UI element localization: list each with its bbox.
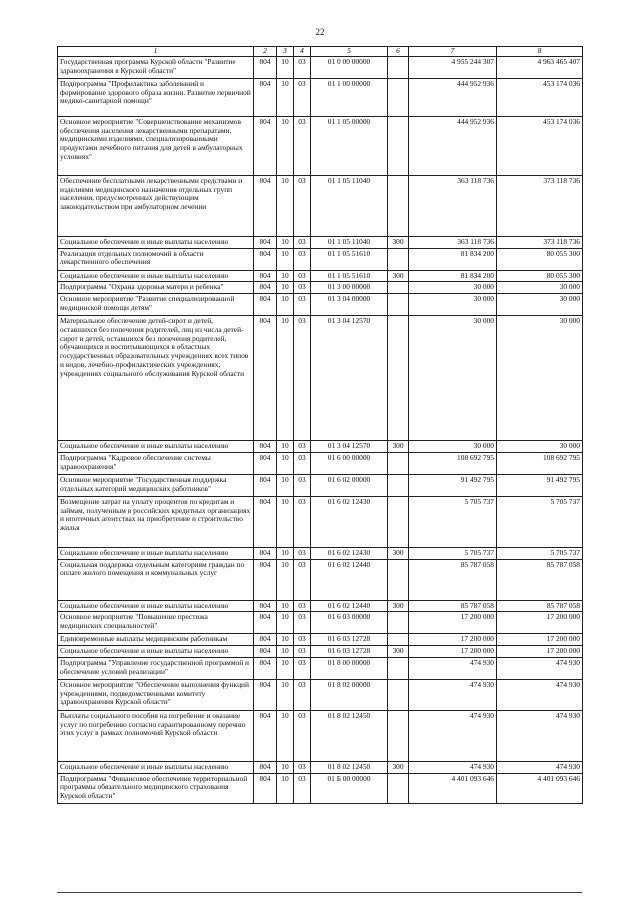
table-row <box>58 474 583 496</box>
amount-year-2: 85 787 058 <box>497 559 583 600</box>
subsection-code: 03 <box>294 57 311 79</box>
column-number: 2 <box>254 47 277 57</box>
amount-year-2: 17 200 000 <box>497 646 583 658</box>
amount-year-2: 4 401 093 646 <box>497 773 583 803</box>
ministry-code: 804 <box>254 474 277 496</box>
expense-type-code <box>388 79 409 117</box>
expense-type-code <box>388 657 409 679</box>
amount-year-1: 4 955 244 307 <box>409 57 497 79</box>
target-article-code: 01 1 05 11040 <box>311 176 388 237</box>
row-name: Основное мероприятие "Государственная поддержка отдельных категорий медицинских работников" <box>58 474 254 496</box>
ministry-code: 804 <box>254 282 277 294</box>
amount-year-2: 85 787 058 <box>497 600 583 612</box>
row-name: Основное мероприятие "Обеспечение выполнения функций учреждениями, подведомственными комитету здравоохранения Курской области" <box>58 679 254 710</box>
column-number: 7 <box>409 47 497 57</box>
section-code: 10 <box>277 600 294 612</box>
amount-year-1: 85 787 058 <box>409 559 497 600</box>
ministry-code: 804 <box>254 176 277 237</box>
amount-year-2: 373 118 736 <box>497 237 583 249</box>
amount-year-1: 30 000 <box>409 441 497 453</box>
table-row <box>58 710 583 761</box>
amount-year-1: 17 200 000 <box>409 612 497 634</box>
expense-type-code: 300 <box>388 646 409 658</box>
section-code: 10 <box>277 294 294 316</box>
amount-year-2: 80 055 300 <box>497 248 583 270</box>
expense-type-code <box>388 710 409 761</box>
ministry-code: 804 <box>254 761 277 773</box>
subsection-code: 03 <box>294 657 311 679</box>
subsection-code: 03 <box>294 117 311 176</box>
subsection-code: 03 <box>294 316 311 441</box>
target-article-code: 01 3 00 00000 <box>311 282 388 294</box>
row-name: Подпрограмма "Управление государственной программой и обеспечение условий реализации" <box>58 657 254 679</box>
subsection-code: 03 <box>294 773 311 803</box>
table-row <box>58 441 583 453</box>
target-article-code: 01 8 02 00000 <box>311 679 388 710</box>
amount-year-2: 30 000 <box>497 294 583 316</box>
ministry-code: 804 <box>254 57 277 79</box>
amount-year-2: 474 930 <box>497 710 583 761</box>
table-row <box>58 57 583 79</box>
table-row <box>58 316 583 441</box>
expense-type-code <box>388 316 409 441</box>
table-row <box>58 294 583 316</box>
section-code: 10 <box>277 634 294 646</box>
amount-year-2: 17 200 000 <box>497 612 583 634</box>
ministry-code: 804 <box>254 452 277 474</box>
section-code: 10 <box>277 646 294 658</box>
target-article-code: 01 8 02 12450 <box>311 761 388 773</box>
expense-type-code <box>388 559 409 600</box>
table-row <box>58 248 583 270</box>
expense-type-code: 300 <box>388 547 409 559</box>
target-article-code: 01 6 02 12440 <box>311 600 388 612</box>
target-article-code: 01 3 04 12570 <box>311 441 388 453</box>
section-code: 10 <box>277 710 294 761</box>
ministry-code: 804 <box>254 657 277 679</box>
section-code: 10 <box>277 452 294 474</box>
amount-year-1: 5 705 737 <box>409 547 497 559</box>
table-row <box>58 270 583 282</box>
section-code: 10 <box>277 270 294 282</box>
expense-type-code: 300 <box>388 441 409 453</box>
amount-year-1: 4 401 093 646 <box>409 773 497 803</box>
row-name: Социальная поддержка отдельным категориям граждан по оплате жилого помещения и коммунальных услуг <box>58 559 254 600</box>
target-article-code: 01 6 02 12430 <box>311 547 388 559</box>
target-article-code: 01 1 05 51610 <box>311 270 388 282</box>
amount-year-2: 91 492 795 <box>497 474 583 496</box>
row-name: Социальное обеспечение и иные выплаты населению <box>58 600 254 612</box>
section-code: 10 <box>277 248 294 270</box>
section-code: 10 <box>277 57 294 79</box>
amount-year-1: 363 118 736 <box>409 237 497 249</box>
amount-year-2: 474 930 <box>497 657 583 679</box>
expense-type-code <box>388 452 409 474</box>
expense-type-code <box>388 57 409 79</box>
ministry-code: 804 <box>254 316 277 441</box>
section-code: 10 <box>277 282 294 294</box>
amount-year-2: 474 930 <box>497 679 583 710</box>
ministry-code: 804 <box>254 679 277 710</box>
subsection-code: 03 <box>294 441 311 453</box>
row-name: Единовременные выплаты медицинским работникам <box>58 634 254 646</box>
amount-year-2: 4 963 465 407 <box>497 57 583 79</box>
subsection-code: 03 <box>294 600 311 612</box>
amount-year-1: 30 000 <box>409 282 497 294</box>
ministry-code: 804 <box>254 600 277 612</box>
column-number: 5 <box>311 47 388 57</box>
row-name: Государственная программа Курской области "Развитие здравоохранения в Курской области" <box>58 57 254 79</box>
target-article-code: 01 8 00 00000 <box>311 657 388 679</box>
amount-year-2: 108 692 795 <box>497 452 583 474</box>
ministry-code: 804 <box>254 294 277 316</box>
row-name: Основное мероприятие "Развитие специализированной медицинской помощи детям" <box>58 294 254 316</box>
table-row <box>58 79 583 117</box>
ministry-code: 804 <box>254 237 277 249</box>
target-article-code: 01 1 05 51610 <box>311 248 388 270</box>
row-name: Социальное обеспечение и иные выплаты населению <box>58 270 254 282</box>
section-code: 10 <box>277 657 294 679</box>
ministry-code: 804 <box>254 773 277 803</box>
amount-year-1: 474 930 <box>409 657 497 679</box>
expense-type-code: 300 <box>388 270 409 282</box>
table-row <box>58 496 583 547</box>
amount-year-2: 373 118 736 <box>497 176 583 237</box>
ministry-code: 804 <box>254 547 277 559</box>
table-row <box>58 657 583 679</box>
budget-table <box>57 46 583 804</box>
target-article-code: 01 1 05 00000 <box>311 117 388 176</box>
table-row <box>58 452 583 474</box>
row-name: Социальное обеспечение и иные выплаты населению <box>58 237 254 249</box>
ministry-code: 804 <box>254 117 277 176</box>
section-code: 10 <box>277 237 294 249</box>
target-article-code: 01 1 05 11040 <box>311 237 388 249</box>
amount-year-1: 108 692 795 <box>409 452 497 474</box>
section-code: 10 <box>277 117 294 176</box>
subsection-code: 03 <box>294 710 311 761</box>
amount-year-2: 474 930 <box>497 761 583 773</box>
subsection-code: 03 <box>294 248 311 270</box>
amount-year-2: 453 174 036 <box>497 79 583 117</box>
row-name: Социальное обеспечение и иные выплаты населению <box>58 547 254 559</box>
amount-year-2: 30 000 <box>497 282 583 294</box>
expense-type-code <box>388 282 409 294</box>
expense-type-code <box>388 634 409 646</box>
ministry-code: 804 <box>254 612 277 634</box>
table-row <box>58 612 583 634</box>
amount-year-2: 453 174 036 <box>497 117 583 176</box>
row-name: Обеспечение бесплатными лекарственными средствами и изделиями медицинского назначения отдельных групп населения, предусмотренных действующим законодательством при амбулаторном лечении <box>58 176 254 237</box>
subsection-code: 03 <box>294 496 311 547</box>
table-row <box>58 600 583 612</box>
ministry-code: 804 <box>254 441 277 453</box>
expense-type-code: 300 <box>388 761 409 773</box>
table-row <box>58 282 583 294</box>
amount-year-2: 5 705 737 <box>497 496 583 547</box>
ministry-code: 804 <box>254 646 277 658</box>
amount-year-1: 17 200 000 <box>409 646 497 658</box>
section-code: 10 <box>277 316 294 441</box>
section-code: 10 <box>277 773 294 803</box>
amount-year-2: 80 055 300 <box>497 270 583 282</box>
section-code: 10 <box>277 679 294 710</box>
row-name: Основное мероприятие "Повышение престижа медицинских специальностей" <box>58 612 254 634</box>
bottom-rule <box>57 892 582 893</box>
table-row <box>58 559 583 600</box>
subsection-code: 03 <box>294 294 311 316</box>
row-name: Социальное обеспечение и иные выплаты населению <box>58 646 254 658</box>
amount-year-1: 30 000 <box>409 316 497 441</box>
row-name: Реализация отдельных полномочий в области лекарственного обеспечения <box>58 248 254 270</box>
subsection-code: 03 <box>294 634 311 646</box>
subsection-code: 03 <box>294 474 311 496</box>
ministry-code: 804 <box>254 79 277 117</box>
table-row <box>58 117 583 176</box>
section-code: 10 <box>277 559 294 600</box>
target-article-code: 01 8 02 12450 <box>311 710 388 761</box>
expense-type-code <box>388 612 409 634</box>
subsection-code: 03 <box>294 547 311 559</box>
ministry-code: 804 <box>254 559 277 600</box>
target-article-code: 01 6 02 12440 <box>311 559 388 600</box>
amount-year-1: 474 930 <box>409 761 497 773</box>
row-name: Подпрограмма "Профилактика заболеваний и формирование здорового образа жизни. Развитие первичной медико-санитарной помощи" <box>58 79 254 117</box>
section-code: 10 <box>277 547 294 559</box>
column-number: 8 <box>497 47 583 57</box>
target-article-code: 01 3 04 12570 <box>311 316 388 441</box>
amount-year-1: 81 834 200 <box>409 270 497 282</box>
table-header-row <box>58 47 583 57</box>
table-row <box>58 634 583 646</box>
amount-year-1: 5 705 737 <box>409 496 497 547</box>
row-name: Социальное обеспечение и иные выплаты населению <box>58 761 254 773</box>
subsection-code: 03 <box>294 282 311 294</box>
target-article-code: 01 Б 00 00000 <box>311 773 388 803</box>
expense-type-code <box>388 773 409 803</box>
table-row <box>58 547 583 559</box>
expense-type-code: 300 <box>388 600 409 612</box>
section-code: 10 <box>277 176 294 237</box>
amount-year-2: 17 200 000 <box>497 634 583 646</box>
amount-year-1: 81 834 200 <box>409 248 497 270</box>
row-name: Подпрограмма "Кадровое обеспечение системы здравоохранения" <box>58 452 254 474</box>
expense-type-code <box>388 294 409 316</box>
expense-type-code <box>388 248 409 270</box>
target-article-code: 01 0 00 00000 <box>311 57 388 79</box>
expense-type-code <box>388 474 409 496</box>
subsection-code: 03 <box>294 646 311 658</box>
amount-year-2: 30 000 <box>497 316 583 441</box>
subsection-code: 03 <box>294 270 311 282</box>
table-row <box>58 646 583 658</box>
amount-year-1: 30 000 <box>409 294 497 316</box>
table-row <box>58 761 583 773</box>
table-row <box>58 237 583 249</box>
subsection-code: 03 <box>294 559 311 600</box>
column-number: 4 <box>294 47 311 57</box>
ministry-code: 804 <box>254 710 277 761</box>
ministry-code: 804 <box>254 496 277 547</box>
amount-year-1: 17 200 000 <box>409 634 497 646</box>
section-code: 10 <box>277 496 294 547</box>
subsection-code: 03 <box>294 679 311 710</box>
target-article-code: 01 3 04 00000 <box>311 294 388 316</box>
subsection-code: 03 <box>294 612 311 634</box>
amount-year-1: 363 118 736 <box>409 176 497 237</box>
subsection-code: 03 <box>294 79 311 117</box>
row-name: Выплаты социального пособия на погребение и оказание услуг по погребению согласно гарантированному перечню этих услуг в рамках полномочий Курской области <box>58 710 254 761</box>
amount-year-1: 91 492 795 <box>409 474 497 496</box>
expense-type-code <box>388 176 409 237</box>
page-number: 22 <box>315 27 325 37</box>
expense-type-code <box>388 496 409 547</box>
target-article-code: 01 6 03 00000 <box>311 612 388 634</box>
amount-year-1: 474 930 <box>409 710 497 761</box>
subsection-code: 03 <box>294 237 311 249</box>
row-name: Материальное обеспечение детей-сирот и детей, оставшихся без попечения родителей, лиц из числа детей-сирот и детей, оставшихся без попечения родителей, обучающихся и воспитывающихся в областных государственных образовательных учреждениях всех типов и видов, лечебно-профилактических учреждениях, учреждениях социального обслуживания Курской области <box>58 316 254 441</box>
expense-type-code <box>388 117 409 176</box>
target-article-code: 01 6 03 12728 <box>311 634 388 646</box>
column-number: 3 <box>277 47 294 57</box>
row-name: Основное мероприятие "Совершенствование механизмов обеспечения населения лекарственными препаратами, медицинскими изделиями, специализированными продуктами лечебного питания для детей в амбулаторных условиях" <box>58 117 254 176</box>
amount-year-2: 30 000 <box>497 441 583 453</box>
table-row <box>58 773 583 803</box>
section-code: 10 <box>277 612 294 634</box>
amount-year-2: 5 705 737 <box>497 547 583 559</box>
table-row <box>58 176 583 237</box>
amount-year-1: 444 952 936 <box>409 117 497 176</box>
target-article-code: 01 6 02 12430 <box>311 496 388 547</box>
subsection-code: 03 <box>294 452 311 474</box>
target-article-code: 01 1 00 00000 <box>311 79 388 117</box>
section-code: 10 <box>277 474 294 496</box>
subsection-code: 03 <box>294 176 311 237</box>
amount-year-1: 444 952 936 <box>409 79 497 117</box>
ministry-code: 804 <box>254 270 277 282</box>
column-number: 6 <box>388 47 409 57</box>
expense-type-code <box>388 679 409 710</box>
row-name: Подпрограмма "Финансовое обеспечение территориальной программы обязательного медицинского страхования Курской области" <box>58 773 254 803</box>
row-name: Социальное обеспечение и иные выплаты населению <box>58 441 254 453</box>
target-article-code: 01 6 03 12728 <box>311 646 388 658</box>
target-article-code: 01 6 02 00000 <box>311 474 388 496</box>
target-article-code: 01 6 00 00000 <box>311 452 388 474</box>
column-number: 1 <box>58 47 254 57</box>
row-name: Возмещение затрат на уплату процентов по кредитам и займам, полученным в российских кредитных организациях и ипотечных агентствах на приобретение и строительство жилья <box>58 496 254 547</box>
section-code: 10 <box>277 79 294 117</box>
ministry-code: 804 <box>254 634 277 646</box>
section-code: 10 <box>277 761 294 773</box>
section-code: 10 <box>277 441 294 453</box>
table-row <box>58 679 583 710</box>
subsection-code: 03 <box>294 761 311 773</box>
amount-year-1: 474 930 <box>409 679 497 710</box>
amount-year-1: 85 787 058 <box>409 600 497 612</box>
expense-type-code: 300 <box>388 237 409 249</box>
ministry-code: 804 <box>254 248 277 270</box>
row-name: Подпрограмма "Охрана здоровья матери и ребенка" <box>58 282 254 294</box>
